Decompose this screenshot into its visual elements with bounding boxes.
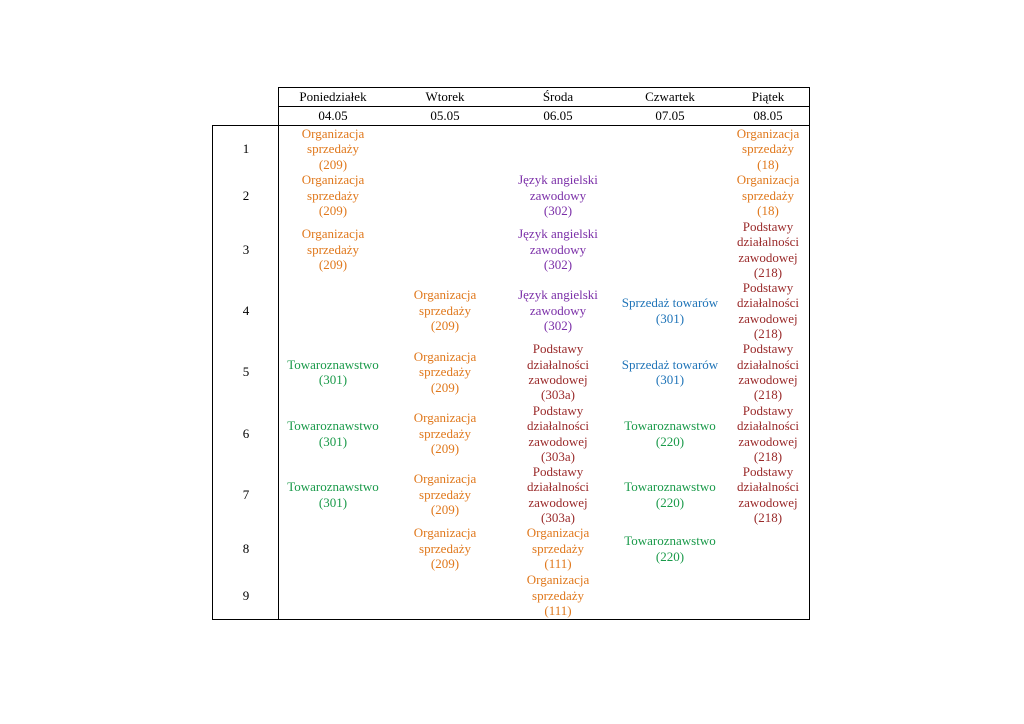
lesson-text-line: (220)	[655, 494, 685, 510]
lesson-cell	[502, 341, 614, 403]
day-date-1: 05.05	[430, 108, 460, 124]
lesson-text-line: zawodowy	[529, 241, 587, 257]
lesson-cell	[502, 572, 614, 619]
lesson-text-line: Towaroznawstwo	[624, 479, 716, 495]
lesson-cell	[277, 172, 389, 219]
lesson-text-line: zawodowej	[528, 494, 588, 510]
lesson-cell	[502, 464, 614, 525]
lesson-text-line: sprzedaży	[307, 241, 359, 257]
lesson-cell	[712, 172, 824, 219]
lesson-text-line: zawodowej	[528, 433, 588, 449]
lesson-text-line: działalności	[526, 418, 590, 434]
lesson-cell	[712, 219, 824, 280]
lesson-text-line: zawodowej	[528, 372, 588, 387]
lesson-text-line: (301)	[655, 310, 685, 326]
lesson-cell	[614, 280, 726, 341]
period-number-7: 7	[242, 486, 250, 502]
lesson-text-line: (218)	[753, 387, 783, 403]
period-number-4: 4	[242, 302, 250, 318]
lesson-text-line: (301)	[318, 433, 348, 449]
lesson-text-line: Towaroznawstwo	[287, 418, 379, 434]
lesson-text-line: zawodowej	[738, 433, 798, 449]
lesson-cell	[712, 280, 824, 341]
lesson-text-line: (209)	[318, 257, 348, 273]
lesson-text-line: sprzedaży	[532, 540, 584, 556]
lesson-text-line: (209)	[318, 203, 348, 219]
lesson-cell	[502, 280, 614, 341]
lesson-cell	[277, 464, 389, 525]
lesson-text-line: (218)	[753, 325, 783, 341]
lesson-text-line: (209)	[318, 156, 348, 172]
lesson-cell	[389, 341, 501, 403]
period-number-2: 2	[242, 187, 250, 203]
lesson-cell	[389, 525, 501, 572]
lesson-cell	[389, 280, 501, 341]
lesson-text-line: sprzedaży	[532, 587, 584, 603]
lesson-text-line: działalności	[736, 295, 800, 311]
lesson-text-line: sprzedaży	[419, 425, 471, 441]
lesson-text-line: działalności	[736, 418, 800, 434]
lesson-text-line: Podstawy	[532, 463, 584, 479]
lesson-text-line: (209)	[430, 502, 460, 518]
lesson-text-line: działalności	[736, 356, 800, 372]
lesson-text-line: zawodowej	[738, 310, 798, 326]
lesson-text-line: Towaroznawstwo	[624, 533, 716, 549]
lesson-text-line: Organizacja	[526, 525, 590, 541]
lesson-text-line: (303a)	[541, 448, 575, 464]
lesson-text-line: działalności	[736, 234, 800, 250]
lesson-text-line: Podstawy	[742, 279, 794, 295]
lesson-cell	[277, 126, 389, 172]
lesson-text-line: Podstawy	[532, 402, 584, 418]
lesson-text-line: Towaroznawstwo	[287, 356, 379, 372]
lesson-text-line: Organizacja	[736, 125, 800, 141]
lesson-text-line: sprzedaży	[742, 141, 794, 157]
lesson-text-line: Sprzedaż towarów	[621, 295, 719, 311]
period-number-5: 5	[242, 364, 250, 380]
lesson-text-line: (18)	[757, 156, 779, 172]
period-number-6: 6	[242, 425, 250, 441]
day-date-0: 04.05	[318, 108, 348, 124]
lesson-text-line: sprzedaży	[419, 364, 471, 380]
lesson-cell	[277, 219, 389, 280]
lesson-cell	[389, 464, 501, 525]
lesson-text-line: Sprzedaż towarów	[621, 356, 719, 372]
lesson-cell	[502, 172, 614, 219]
lesson-cell	[712, 403, 824, 464]
lesson-text-line: Organizacja	[413, 471, 477, 487]
lesson-text-line: sprzedaży	[419, 486, 471, 502]
lesson-cell	[614, 403, 726, 464]
lesson-text-line: Organizacja	[413, 287, 477, 303]
lesson-text-line: działalności	[526, 479, 590, 495]
period-number-8: 8	[242, 540, 250, 556]
lesson-text-line: (303a)	[541, 509, 575, 525]
lesson-text-line: Podstawy	[742, 463, 794, 479]
lesson-text-line: (301)	[318, 372, 348, 387]
lesson-cell	[277, 403, 389, 464]
day-header-1: Wtorek	[425, 89, 465, 105]
lesson-cell	[277, 341, 389, 403]
lesson-text-line: (301)	[655, 372, 685, 387]
lesson-cell	[712, 464, 824, 525]
lesson-text-line: Towaroznawstwo	[624, 418, 716, 434]
lesson-text-line: zawodowej	[738, 494, 798, 510]
lesson-text-line: (209)	[430, 556, 460, 572]
lesson-text-line: Towaroznawstwo	[287, 479, 379, 495]
lesson-text-line: Organizacja	[301, 172, 365, 188]
lesson-cell	[614, 341, 726, 403]
day-header-0: Poniedziałek	[299, 89, 367, 105]
lesson-text-line: sprzedaży	[307, 187, 359, 203]
lesson-cell	[502, 525, 614, 572]
lesson-text-line: Organizacja	[526, 572, 590, 588]
lesson-text-line: (220)	[655, 548, 685, 564]
lesson-text-line: (218)	[753, 448, 783, 464]
lesson-text-line: zawodowej	[738, 372, 798, 387]
lesson-text-line: Podstawy	[532, 341, 584, 357]
lesson-cell	[614, 464, 726, 525]
lesson-text-line: Język angielski	[518, 287, 598, 303]
lesson-text-line: (302)	[543, 203, 573, 219]
lesson-text-line: sprzedaży	[419, 540, 471, 556]
lesson-cell	[712, 341, 824, 403]
lesson-text-line: (220)	[655, 433, 685, 449]
lesson-cell	[502, 219, 614, 280]
lesson-text-line: (301)	[318, 494, 348, 510]
lesson-text-line: (218)	[753, 264, 783, 280]
period-number-1: 1	[242, 141, 250, 157]
body-bottom-border	[212, 619, 810, 620]
lesson-text-line: zawodowy	[529, 187, 587, 203]
lesson-text-line: (302)	[543, 257, 573, 273]
lesson-text-line: (18)	[757, 203, 779, 219]
lesson-cell	[712, 126, 824, 172]
day-header-3: Czwartek	[645, 89, 695, 105]
lesson-text-line: (209)	[430, 318, 460, 334]
lesson-cell	[389, 403, 501, 464]
lesson-text-line: (111)	[544, 603, 572, 619]
lesson-text-line: Organizacja	[413, 525, 477, 541]
lesson-text-line: Podstawy	[742, 218, 794, 234]
day-date-2: 06.05	[543, 108, 573, 124]
lesson-text-line: (302)	[543, 318, 573, 334]
period-number-3: 3	[242, 241, 250, 257]
lesson-text-line: sprzedaży	[307, 141, 359, 157]
lesson-text-line: (209)	[430, 441, 460, 457]
lesson-text-line: działalności	[526, 356, 590, 372]
lesson-text-line: sprzedaży	[419, 302, 471, 318]
lesson-text-line: Podstawy	[742, 341, 794, 357]
lesson-text-line: Organizacja	[413, 348, 477, 364]
lesson-text-line: (218)	[753, 509, 783, 525]
lesson-text-line: zawodowy	[529, 302, 587, 318]
period-number-9: 9	[242, 587, 250, 603]
lesson-text-line: zawodowej	[738, 249, 798, 265]
lesson-text-line: Język angielski	[518, 226, 598, 242]
lesson-text-line: Organizacja	[413, 410, 477, 426]
lesson-text-line: Organizacja	[301, 226, 365, 242]
lesson-text-line: Język angielski	[518, 172, 598, 188]
lesson-text-line: (111)	[544, 556, 572, 572]
lesson-text-line: (209)	[430, 379, 460, 395]
day-date-3: 07.05	[655, 108, 685, 124]
day-header-4: Piątek	[751, 89, 785, 105]
lesson-text-line: działalności	[736, 479, 800, 495]
left-border	[212, 125, 213, 620]
lesson-text-line: Organizacja	[301, 125, 365, 141]
lesson-text-line: Podstawy	[742, 402, 794, 418]
lesson-cell	[502, 403, 614, 464]
day-date-4: 08.05	[753, 108, 783, 124]
lesson-text-line: (303a)	[541, 387, 575, 403]
lesson-cell	[614, 525, 726, 572]
lesson-text-line: sprzedaży	[742, 187, 794, 203]
day-header-2: Środa	[542, 89, 574, 105]
lesson-text-line: Organizacja	[736, 172, 800, 188]
